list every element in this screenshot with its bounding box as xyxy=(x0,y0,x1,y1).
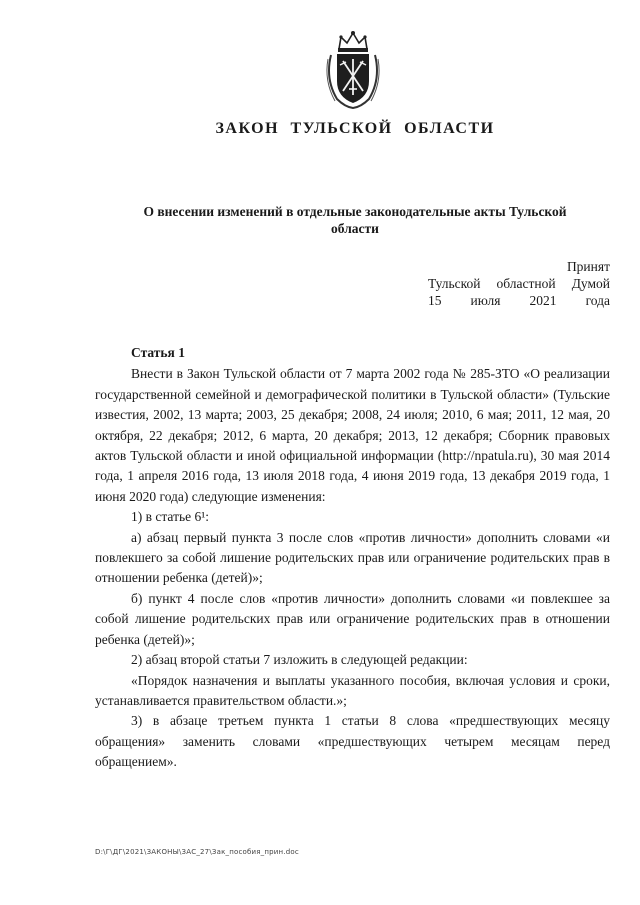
article-heading: Статья 1 xyxy=(131,345,185,360)
tula-coat-of-arms-icon xyxy=(321,29,385,109)
adopted-day: 15 xyxy=(428,293,442,308)
paragraph: а) абзац первый пункта 3 после слов «против личности» дополнить словами «и повлекшего за собой лишение родительских прав или ограничение родительских прав в отношении ребенка (детей)»; xyxy=(95,529,610,586)
file-path-footer: D:\Г\ДГ\2021\ЗАКОНЫ\ЗАС_27\Зак_пособия_прин.doc xyxy=(95,848,299,856)
adopted-date xyxy=(428,292,610,309)
document-title: ЗАКОН ТУЛЬСКОЙ ОБЛАСТИ xyxy=(215,120,495,137)
adopted-body: Тульской областной Думой xyxy=(428,276,610,291)
paragraph: 1) в статье 6¹: xyxy=(131,509,210,525)
adopted-month: июля xyxy=(470,293,501,308)
document-subject: О внесении изменений в отдельные законодательные акты Тульской области xyxy=(143,204,567,236)
paragraph: «Порядок назначения и выплаты указанного пособия, включая условия и сроки, устанавливается правительством области.»; xyxy=(95,672,610,708)
adopted-year: 2021 xyxy=(529,293,557,308)
paragraph: Внести в Закон Тульской области от 7 марта 2002 года № 285-ЗТО «О реализации государственной семейной и демографической политики в Тульской области» (Тульские известия, 2002, 13 марта; 2003, 25 декабря; 2008, 24 июля; 2010, 6 мая; 2011, 12 мая, 20 октября, 22 декабря; 2012, 6 марта, 20 декабря; 2013, 12 декабря; Сборник правовых актов Тульской области и иной официальной информации (http://npatula.ru), 30 мая 2014 года, 1 апреля 2016 года, 13 июля 2018 года, 4 июня 2019 года, 13 декабря 2019 года, 1 июня 2020 года) следующие изменения: xyxy=(95,366,610,504)
adopted-label: Принят xyxy=(566,259,610,274)
law-text xyxy=(95,343,610,773)
adoption-block xyxy=(428,258,610,309)
paragraph: б) пункт 4 после слов «против личности» дополнить словами «и повлекшее за собой лишение родительских прав или ограничение родительских прав в отношении ребенка (детей)»; xyxy=(95,590,610,647)
paragraph: 2) абзац второй статьи 7 изложить в следующей редакции: xyxy=(131,652,468,668)
paragraph: 3) в абзаце третьем пункта 1 статьи 8 слова «предшествующих месяцу обращения» заменить словами «предшествующих четырем месяцам перед обращением». xyxy=(95,713,610,770)
adopted-year-word: года xyxy=(585,293,610,308)
